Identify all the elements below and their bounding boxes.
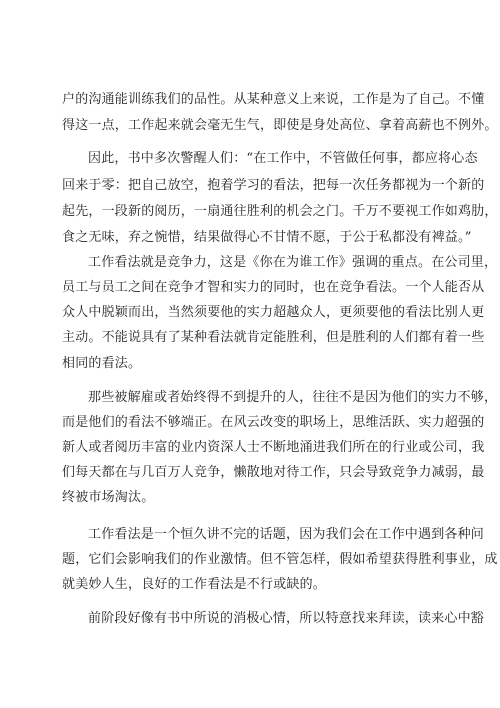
paragraph-start: 工作看法就是竞争力，这是《你在为谁工作》强调的重点。在公司里， bbox=[88, 255, 498, 270]
text-line: 们每天都在与几百万人竞争，懒散地对待工作，只会导致竞争力减弱，最 bbox=[62, 465, 485, 480]
text-line: 食之无味，弃之惋惜，结果做得心不甘情不愿，于公于私都没有裨益。” bbox=[62, 230, 472, 245]
text-line: 就美妙人生，良好的工作看法是不行或缺的。 bbox=[62, 577, 327, 592]
paragraph-start: 工作看法是一个恒久讲不完的话题，因为我们会在工作中遇到各种问 bbox=[88, 527, 485, 542]
paragraph-start: 前阶段好像有书中所说的消极心情，所以特意找来拜读，读来心中豁 bbox=[88, 611, 485, 626]
text-line: 而是他们的看法不够端正。在风云改变的职场上，思维活跃、实力超强的 bbox=[62, 415, 485, 430]
text-line: 题，它们会影响我们的作业激情。但不管怎样，假如希望获得胜利事业，成 bbox=[62, 552, 498, 567]
paragraph-start: 那些被解雇或者始终得不到提升的人，往往不是因为他们的实力不够， bbox=[88, 390, 498, 405]
text-line: 得这一点，工作起来就会毫无生气，即使是身处高位、拿着高薪也不例外。 bbox=[62, 118, 498, 133]
text-line: 终被市场淘汰。 bbox=[62, 490, 155, 505]
text-line: 回来于零：把自己放空，抱着学习的看法，把每一次任务都视为一个新的 bbox=[62, 178, 485, 193]
text-line: 起先，一段新的阅历，一扇通往胜利的机会之门。千万不要视工作如鸡肋， bbox=[62, 204, 498, 219]
text-line: 相同的看法。 bbox=[62, 356, 142, 371]
paragraph-start: 因此，书中多次警醒人们：“在工作中，不管做任何事，都应将心态 bbox=[88, 151, 478, 166]
text-line: 众人中脱颖而出，当然须要他的实力超越众人，更须要他的看法比别人更 bbox=[62, 305, 485, 320]
text-line: 主动。不能说具有了某种看法就肯定能胜利，但是胜利的人们都有着一些 bbox=[62, 330, 485, 345]
text-line: 员工与员工之间在竞争才智和实力的同时，也在竞争看法。一个人能否从 bbox=[62, 280, 485, 295]
text-line: 新人或者阅历丰富的业内资深人士不断地涌进我们所在的行业或公司，我 bbox=[62, 440, 485, 455]
text-line: 户的沟通能训练我们的品性。从某种意义上来说，工作是为了自己。不懂 bbox=[62, 92, 485, 107]
